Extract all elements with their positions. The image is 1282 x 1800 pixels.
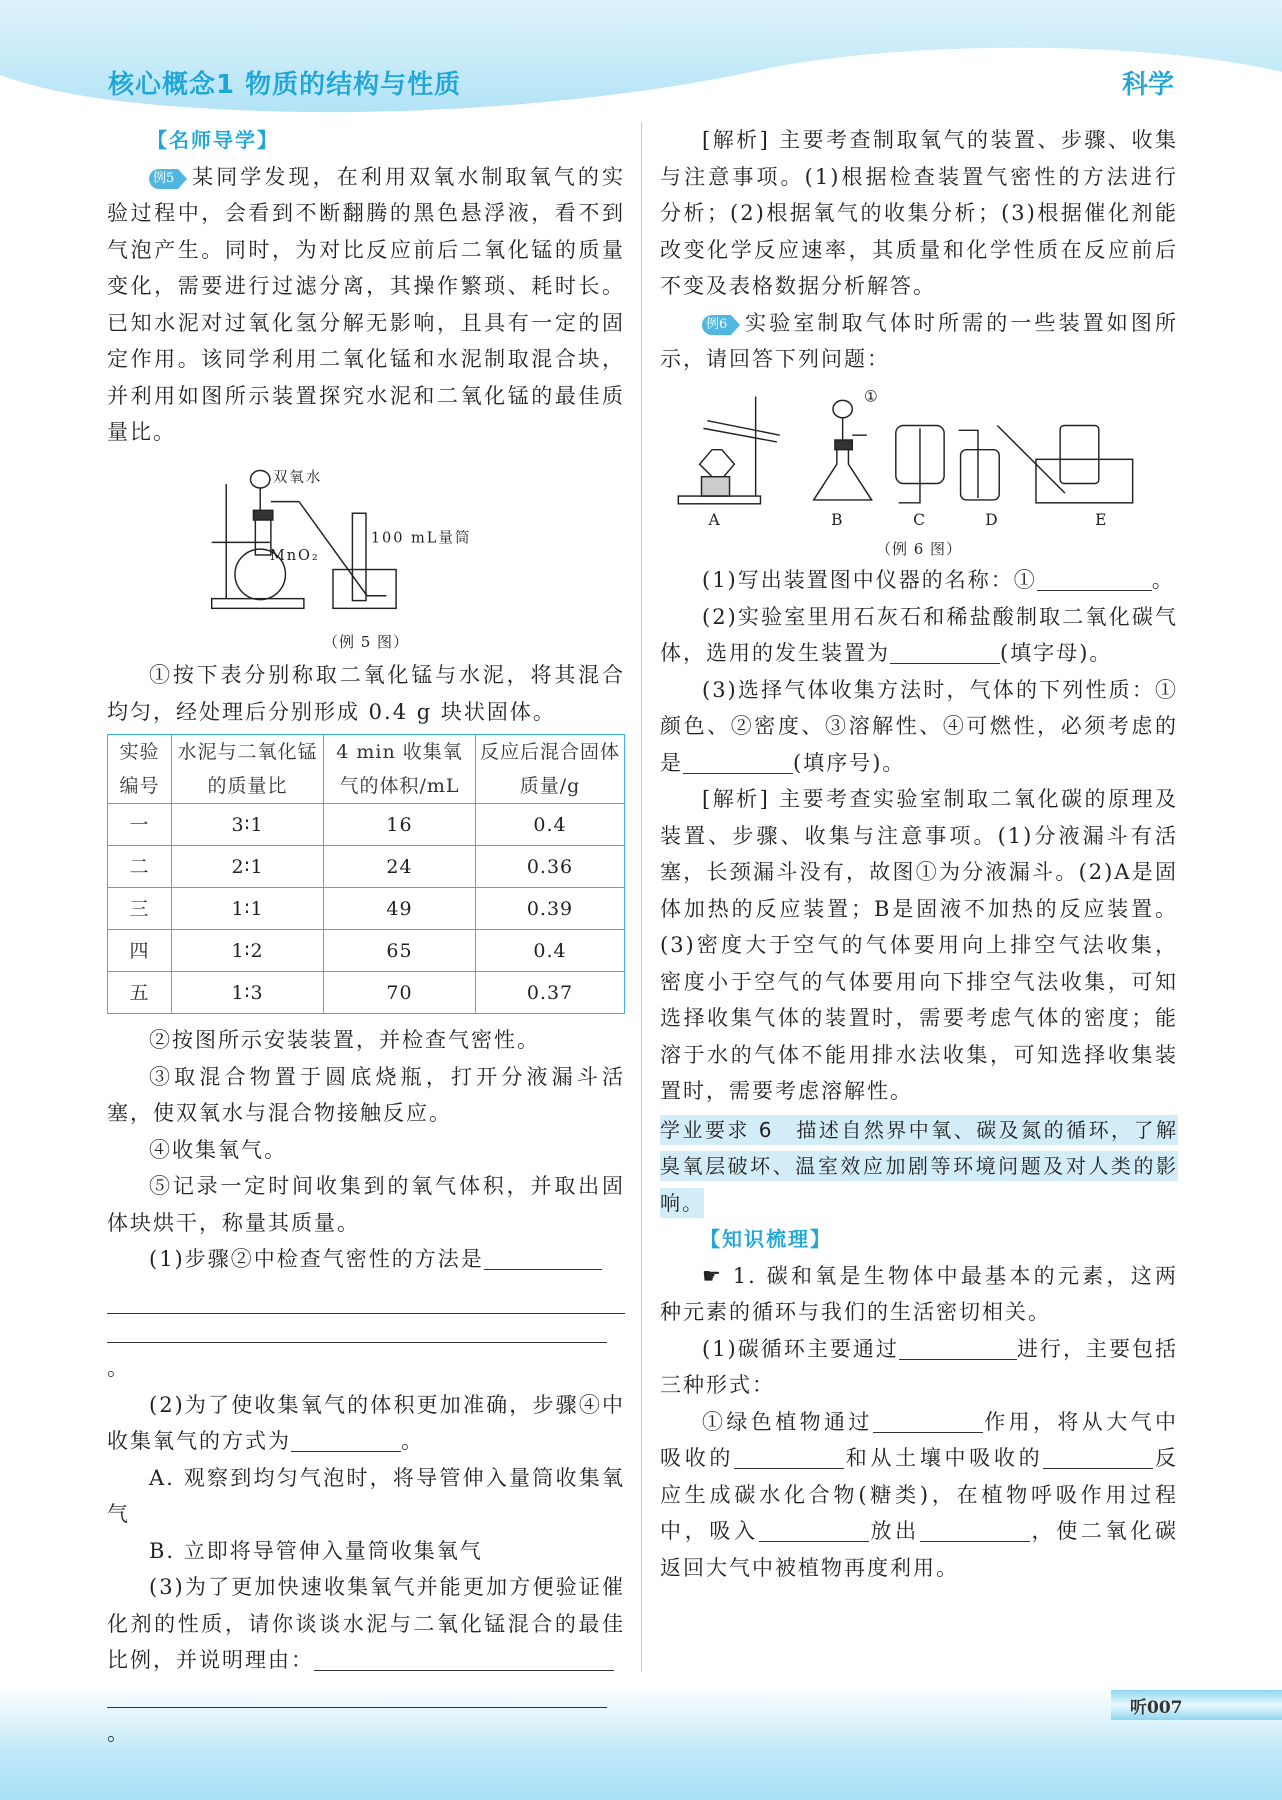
- label-mno2: MnO₂: [269, 546, 320, 564]
- text: 反应生成碳水化合物(糖类)，在植物呼吸作用过程中，吸入: [660, 1446, 1179, 1543]
- label-b: B: [831, 510, 845, 527]
- knowledge-text: 1. 碳和氧是生物体中最基本的元素，这两种元素的循环与我们的生活密切相关。: [660, 1263, 1178, 1324]
- option-a: A. 观察到均匀气泡时，将导管伸入量筒收集氧气: [107, 1465, 625, 1526]
- cell: 24: [324, 846, 476, 888]
- analysis-2: [660, 781, 1178, 1110]
- cell: 三: [108, 888, 172, 930]
- question-1: [660, 562, 1178, 599]
- label-d: D: [985, 510, 1000, 527]
- question-text: (1)步骤②中检查气密性的方法是: [149, 1247, 484, 1271]
- period: 。: [401, 1429, 424, 1453]
- question-text: (3)为了更加快速收集氧气并能更加方便验证催化剂的性质，请你谈谈水泥与二氧化锰混合的最佳比例，并说明理由：: [107, 1575, 625, 1672]
- answer-blank[interactable]: [873, 1407, 983, 1433]
- question-2: [660, 599, 1178, 672]
- question-text: (填字母)。: [1000, 641, 1113, 665]
- chapter-title: 核心概念1 物质的结构与性质: [108, 70, 462, 100]
- cell: 四: [108, 930, 172, 972]
- answer-blank[interactable]: [291, 1426, 401, 1452]
- answer-blank[interactable]: [107, 1317, 607, 1343]
- column-divider: [641, 122, 642, 1672]
- cell: 0.4: [476, 930, 625, 972]
- answer-line: [107, 1314, 625, 1387]
- answer-blank[interactable]: [759, 1516, 869, 1542]
- cell: 二: [108, 846, 172, 888]
- cell: 70: [324, 972, 476, 1014]
- analysis-text: 主要考查实验室制取二氧化碳的原理及装置、步骤、收集与注意事项。(1)分液漏斗有活塞，长颈漏斗没有，故图①为分液漏斗。(2)A是固体加热的反应装置；B是固液不加热的反应装置。(3)密度大于空气的气体要用向上排空气法收集，密度小于空气的气体要用向下排空气法收集，可知选择收集气体的装置时，需要考虑气体的密度；能溶于水的气体不能用排水法收集，可知选择收集装置时，需要考虑溶解性。: [660, 787, 1178, 1103]
- text: 放出: [868, 1519, 920, 1543]
- answer-blank[interactable]: [314, 1645, 614, 1671]
- answer-blank[interactable]: [899, 1334, 1017, 1360]
- text: ，使二氧化碳返回大气中被植物再度利用。: [660, 1519, 1179, 1580]
- analysis-1: [660, 122, 1178, 305]
- question-3: [107, 1569, 625, 1679]
- text: 作用，将从大气中吸收的: [660, 1409, 1179, 1470]
- question-3: [660, 672, 1178, 782]
- section-heading: 【名师导学】: [147, 128, 279, 152]
- pointing-hand-icon: ☛: [702, 1263, 723, 1288]
- label-cylinder: 100 mL量筒: [370, 528, 472, 546]
- table-row: [108, 846, 625, 888]
- question-text: (2)为了使收集氧气的体积更加准确，步骤④中收集氧气的方式为: [107, 1392, 625, 1453]
- subject-label: 科学: [1121, 70, 1174, 100]
- answer-blank[interactable]: [920, 1516, 1030, 1542]
- cell: 0.37: [476, 972, 625, 1014]
- step-3: ③取混合物置于圆底烧瓶，打开分液漏斗活塞，使双氧水与混合物接触反应。: [107, 1064, 625, 1125]
- table-row: [108, 930, 625, 972]
- table-row: [108, 972, 625, 1014]
- period: 。: [107, 1356, 130, 1380]
- example-badge: 例6: [702, 315, 731, 335]
- table-row: [108, 888, 625, 930]
- analysis-tag: [解析]: [702, 128, 770, 152]
- table-row: [108, 804, 625, 846]
- step-5: ⑤记录一定时间收集到的氧气体积，并取出固体块烘干，称量其质量。: [107, 1174, 625, 1235]
- knowledge-1-2: [660, 1404, 1178, 1587]
- learning-requirement: [660, 1112, 1178, 1222]
- example-text: 某同学发现，在利用双氧水制取氧气的实验过程中，会看到不断翻腾的黑色悬浮液，看不到气泡产生。同时，为对比反应前后二氧化锰的质量变化，需要进行过滤分离，其操作繁琐、耗时长。已知水泥对过氧化氢分解无影响，且具有一定的固定作用。该同学利用二氧化锰和水泥制取混合块，并利用如图所示装置探究水泥和二氧化锰的最佳质量比。: [107, 164, 625, 444]
- question-text: (2)实验室里用石灰石和稀盐酸制取二氧化碳气体，选用的发生装置为: [660, 604, 1178, 665]
- cell: 1∶3: [172, 972, 324, 1014]
- text: 进行，主要包括三种形式：: [660, 1336, 1179, 1397]
- answer-blank[interactable]: [734, 1443, 844, 1469]
- question-2: [107, 1387, 625, 1460]
- label-h2o2: 双氧水: [272, 468, 323, 486]
- answer-line: [107, 1679, 625, 1752]
- cell: 0.36: [476, 846, 625, 888]
- right-column: [660, 122, 1178, 1586]
- cell: 0.4: [476, 804, 625, 846]
- label-a: A: [708, 510, 722, 527]
- label-e: E: [1095, 510, 1109, 527]
- data-table: [107, 734, 625, 1014]
- cell: 3∶1: [172, 804, 324, 846]
- analysis-text: 主要考查制取氧气的装置、步骤、收集与注意事项。(1)根据检查装置气密性的方法进行分析；(2)根据氧气的收集分析；(3)根据催化剂能改变化学反应速率，其质量和化学性质在反应前后不变及表格数据分析解答。: [660, 128, 1178, 298]
- example-5: [107, 159, 625, 451]
- requirement-text: 学业要求 6 描述自然界中氧、碳及氮的循环，了解臭氧层破坏、温室效应加剧等环境问题及对人类的影响。: [660, 1115, 1178, 1218]
- cell: 一: [108, 804, 172, 846]
- col-header: 反应后混合固体质量/g: [476, 735, 625, 804]
- option-b: B. 立即将导管伸入量筒收集氧气: [149, 1538, 483, 1563]
- knowledge-1-1: [660, 1331, 1178, 1404]
- figure-example-5: [107, 455, 625, 654]
- knowledge-1: [660, 1258, 1178, 1331]
- period: 。: [1151, 568, 1175, 592]
- col-header: 4 min 收集氧气的体积/mL: [324, 735, 476, 804]
- cell: 1∶1: [172, 888, 324, 930]
- page-number: 听007: [1130, 1698, 1183, 1718]
- apparatus-set-diagram: [660, 382, 1178, 527]
- marker-1: ①: [863, 386, 880, 405]
- cell: 65: [324, 930, 476, 972]
- text: ①绿色植物通过: [702, 1409, 873, 1434]
- figure-caption: （例 6 图）: [875, 540, 963, 558]
- cell: 0.39: [476, 888, 625, 930]
- step-1: ①按下表分别称取二氧化锰与水泥，将其混合均匀，经处理后分别形成 0.4 g 块状固体。: [107, 663, 625, 724]
- answer-blank[interactable]: [107, 1682, 607, 1708]
- example-6: [660, 305, 1178, 378]
- answer-blank[interactable]: [890, 638, 1000, 664]
- step-4: ④收集氧气。: [149, 1137, 287, 1162]
- question-1: [107, 1241, 625, 1278]
- text: (1)碳循环主要通过: [702, 1336, 899, 1361]
- col-header: 实验编号: [108, 735, 172, 804]
- question-text: (填序号)。: [793, 750, 906, 775]
- figure-caption: （例 5 图）: [322, 633, 410, 651]
- analysis-tag: [解析]: [702, 787, 770, 811]
- label-c: C: [913, 510, 927, 527]
- question-text: (1)写出装置图中仪器的名称：①: [702, 568, 1037, 592]
- cell: 1∶2: [172, 930, 324, 972]
- cell: 2∶1: [172, 846, 324, 888]
- answer-blank[interactable]: [1043, 1443, 1153, 1469]
- cell: 16: [324, 804, 476, 846]
- answer-blank[interactable]: [1037, 565, 1152, 591]
- cell: 五: [108, 972, 172, 1014]
- section-heading: 【知识梳理】: [700, 1227, 832, 1251]
- apparatus-diagram: [107, 455, 625, 620]
- figure-example-6: [660, 382, 1178, 561]
- answer-blank[interactable]: [683, 748, 793, 774]
- col-header: 水泥与二氧化锰的质量比: [172, 735, 324, 804]
- step-2: ②按图所示安装装置，并检查气密性。: [149, 1028, 540, 1052]
- text: 和从土壤中吸收的: [844, 1446, 1044, 1470]
- question-text: (3)选择气体收集方法时，气体的下列性质：①颜色、②密度、③溶解性、④可燃性，必须考虑的是: [660, 677, 1178, 775]
- left-column: [107, 122, 625, 1752]
- period: 。: [107, 1721, 130, 1745]
- example-badge: 例5: [149, 169, 178, 189]
- cell: 49: [324, 888, 476, 930]
- table-header-row: [108, 735, 625, 804]
- answer-blank[interactable]: [484, 1244, 602, 1270]
- answer-blank[interactable]: [107, 1278, 625, 1314]
- example-text: 实验室制取气体时所需的一些装置如图所示，请回答下列问题：: [660, 310, 1178, 371]
